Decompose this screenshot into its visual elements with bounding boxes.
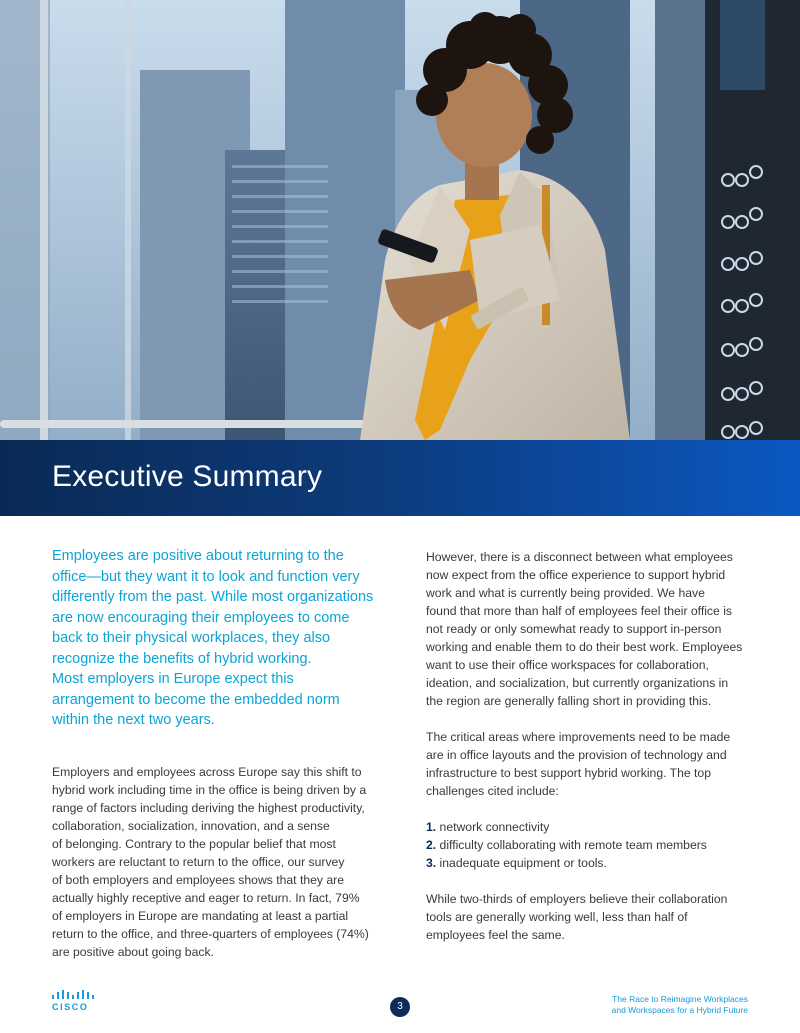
document-title bbox=[612, 994, 748, 1016]
body-line: challenges cited include: bbox=[426, 784, 559, 798]
body-line: of both employers and employees shows that they are bbox=[52, 873, 344, 887]
lede-line: arrangement to become the embedded norm bbox=[52, 691, 340, 708]
right-body-column bbox=[426, 548, 756, 962]
list-item bbox=[426, 854, 756, 872]
lede-line: Employees are positive about returning to the bbox=[52, 548, 344, 564]
lede-paragraph bbox=[52, 546, 382, 731]
list-text: inadequate equipment or tools. bbox=[436, 856, 607, 870]
body-line: of belonging. Contrary to the popular belief that most bbox=[52, 837, 336, 851]
list-number: 2. bbox=[426, 838, 437, 852]
hero-photo bbox=[0, 0, 800, 440]
section-header-band bbox=[0, 440, 800, 516]
body-line: tools are generally working well, less than half of bbox=[426, 910, 688, 924]
body-line: However, there is a disconnect between what employees bbox=[426, 550, 733, 564]
body-line: employees feel the same. bbox=[426, 928, 565, 942]
list-text: network connectivity bbox=[436, 820, 550, 834]
lede-column bbox=[52, 546, 382, 731]
body-line: of employers in Europe are mandating at least a partial bbox=[52, 909, 349, 923]
lede-line: back to their physical workplaces, they also bbox=[52, 630, 331, 646]
body-line: working and enable them to do their best work. Employees bbox=[426, 640, 743, 654]
body-line: actually highly receptive and eager to return. In fact, 79% bbox=[52, 891, 360, 905]
body-line: return to the office, and three-quarters of employees (74%) bbox=[52, 927, 369, 941]
body-paragraph bbox=[426, 890, 756, 944]
body-line: the region are generally falling short in providing this. bbox=[426, 694, 712, 708]
lede-line: recognize the benefits of hybrid working. bbox=[52, 650, 312, 667]
list-number: 1. bbox=[426, 820, 437, 834]
body-line: range of factors including deriving the highest productivity, bbox=[52, 801, 365, 815]
lede-line: office—but they want it to look and function very bbox=[52, 568, 360, 585]
body-line: ideation, and socialization, but currently organizations in bbox=[426, 676, 729, 690]
body-line: hybrid work including time in the office is being driven by a bbox=[52, 783, 367, 797]
left-body-column bbox=[52, 763, 382, 961]
body-line: are in office layouts and the provision of technology and bbox=[426, 748, 727, 762]
body-line: found that more than half of employees feel their office is bbox=[426, 604, 732, 618]
body-line: infrastructure to best support hybrid working. The top bbox=[426, 766, 711, 780]
lede-line: within the next two years. bbox=[52, 712, 215, 728]
body-paragraph bbox=[426, 548, 756, 710]
body-line: workers are reluctant to return to the office, our survey bbox=[52, 855, 345, 869]
lede-line: differently from the past. While most organizations bbox=[52, 589, 374, 605]
body-line: are positive about going back. bbox=[52, 945, 214, 959]
list-text: difficulty collaborating with remote team members bbox=[436, 838, 707, 852]
body-paragraph bbox=[426, 728, 756, 800]
cisco-logo-text: CISCO bbox=[52, 1002, 89, 1012]
body-line: While two-thirds of employers believe their collaboration bbox=[426, 892, 728, 906]
lede-line: Most employers in Europe expect this bbox=[52, 671, 294, 687]
list-item bbox=[426, 836, 756, 854]
lede-line: are now encouraging their employees to come bbox=[52, 609, 350, 626]
body-line: Employers and employees across Europe say this shift to bbox=[52, 765, 362, 779]
document-title-line: and Workspaces for a Hybrid Future bbox=[611, 1005, 748, 1015]
list-item bbox=[426, 818, 756, 836]
body-paragraph bbox=[52, 763, 382, 961]
body-line: not ready or only somewhat ready to support in-person bbox=[426, 622, 722, 636]
body-line: collaboration, socialization, innovation, and a sense bbox=[52, 819, 330, 833]
challenges-list bbox=[426, 818, 756, 872]
section-title: Executive Summary bbox=[52, 460, 323, 493]
list-number: 3. bbox=[426, 856, 437, 870]
body-line: work and what is currently being provided. We have bbox=[426, 586, 705, 600]
body-line: now expect from the office experience to support hybrid bbox=[426, 568, 726, 582]
page-number: 3 bbox=[390, 997, 410, 1017]
body-line: want to use their office workspaces for collaboration, bbox=[426, 658, 709, 672]
document-title-line: The Race to Reimagine Workplaces bbox=[612, 994, 748, 1004]
body-line: The critical areas where improvements need to be made bbox=[426, 730, 731, 744]
